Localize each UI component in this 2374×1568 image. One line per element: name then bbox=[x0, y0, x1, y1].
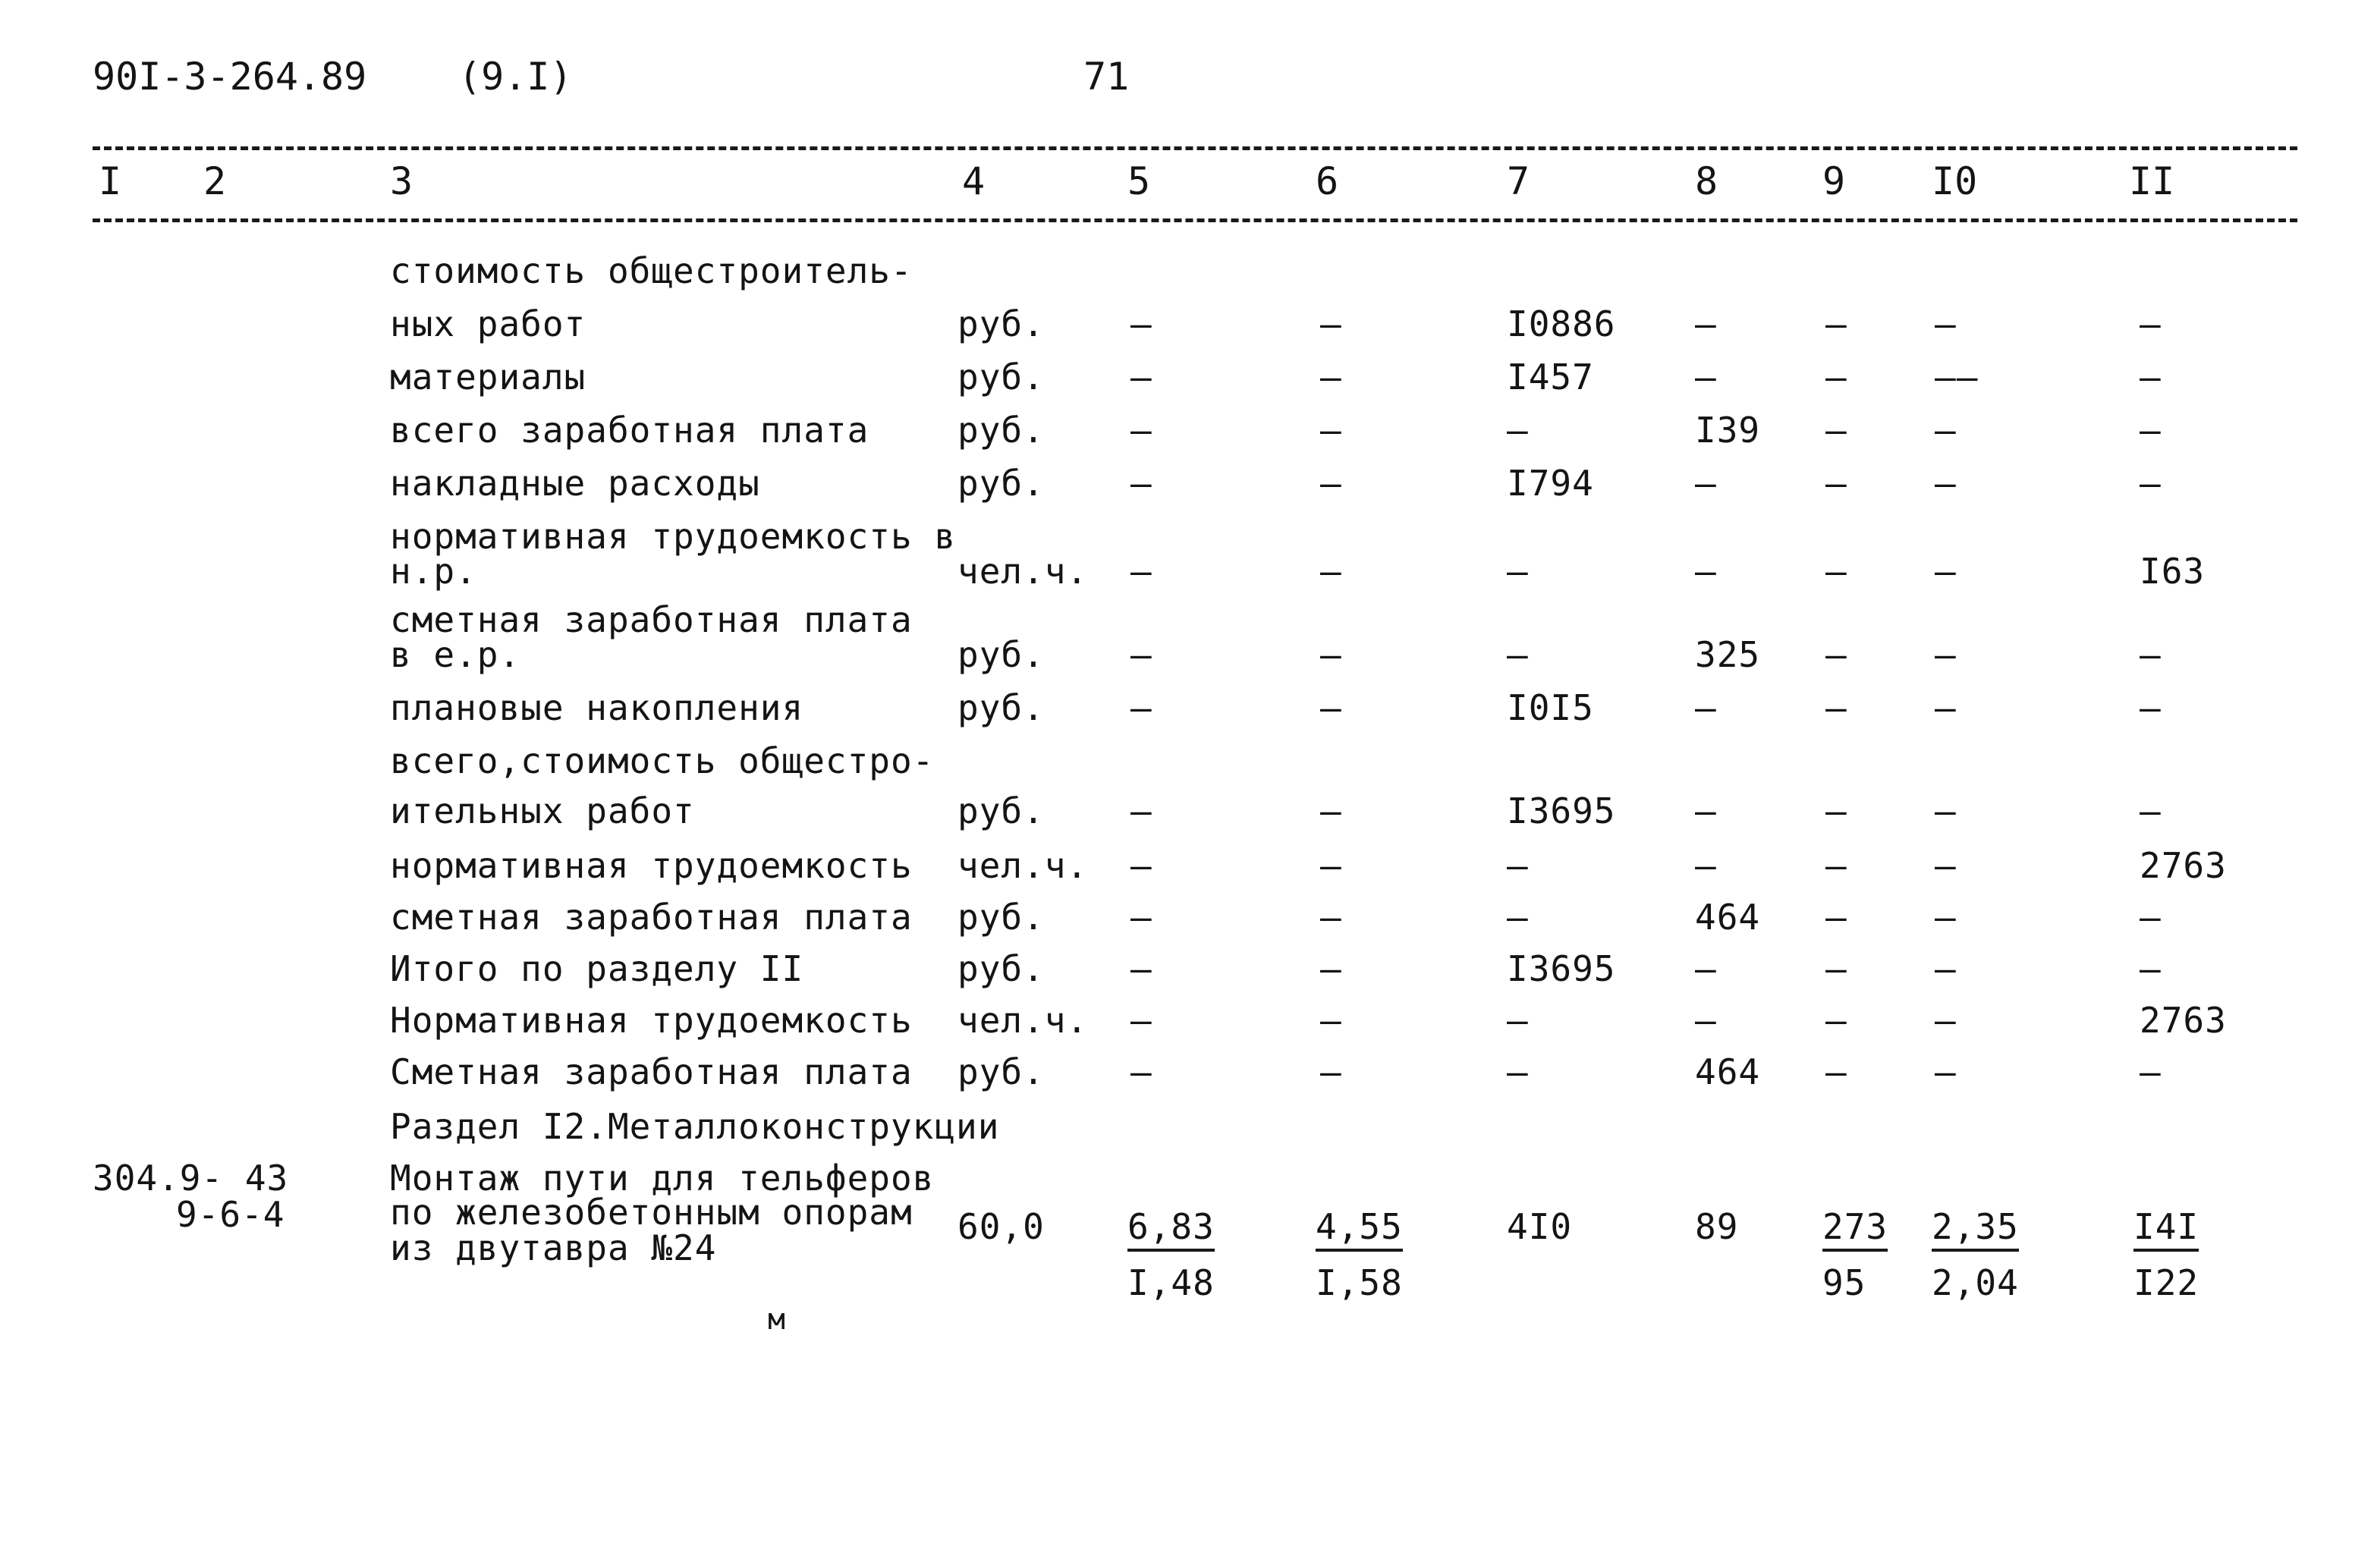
row-cell-c10: – bbox=[1935, 687, 1957, 728]
row-cell-unit: руб. bbox=[957, 410, 1045, 451]
row-cell-c6: – bbox=[1320, 948, 1342, 989]
item-col10-top: 2,35 bbox=[1932, 1209, 2019, 1252]
row-label: Сметная заработная плата bbox=[390, 1051, 913, 1092]
row-cell-c5: – bbox=[1130, 551, 1152, 592]
column-header-11: II bbox=[2129, 159, 2175, 203]
column-header-7: 7 bbox=[1507, 159, 1530, 203]
row-cell-c8: 464 bbox=[1695, 1051, 1761, 1092]
row-cell-c7: I794 bbox=[1507, 463, 1594, 504]
row-label: материалы bbox=[390, 357, 586, 397]
row-cell-c10: – bbox=[1935, 463, 1957, 504]
section-title: Раздел I2.Металлоконструкции bbox=[390, 1106, 1000, 1147]
row-cell-c11: – bbox=[2140, 410, 2162, 451]
row-cell-unit: руб. bbox=[957, 897, 1045, 938]
row-cell-c7: – bbox=[1507, 551, 1529, 592]
row-cell-c9: – bbox=[1825, 897, 1847, 938]
row-label: ных работ bbox=[390, 303, 586, 344]
row-cell-c6: – bbox=[1320, 410, 1342, 451]
row-label: сметная заработная плата bbox=[390, 599, 913, 640]
row-cell-c9: – bbox=[1825, 790, 1847, 831]
row-cell-c7: – bbox=[1507, 845, 1529, 886]
row-cell-c6: – bbox=[1320, 551, 1342, 592]
item-col6-top: 4,55 bbox=[1316, 1209, 1403, 1252]
item-description-line3: из двутавра №24 bbox=[390, 1227, 717, 1268]
row-cell-c11: – bbox=[2140, 634, 2162, 675]
row-cell-c8: – bbox=[1695, 357, 1717, 397]
row-cell-c6: – bbox=[1320, 1000, 1342, 1041]
row-cell-c7: I3695 bbox=[1507, 948, 1616, 989]
row-cell-c5: – bbox=[1130, 303, 1152, 344]
row-cell-c10: – bbox=[1935, 845, 1957, 886]
row-label: стоимость общестроитель- bbox=[390, 250, 913, 291]
item-col10-bottom: 2,04 bbox=[1932, 1262, 2019, 1303]
column-header-5: 5 bbox=[1127, 159, 1151, 203]
row-cell-c9: – bbox=[1825, 357, 1847, 397]
row-cell-c10: – bbox=[1935, 410, 1957, 451]
row-cell-c11: 2763 bbox=[2140, 845, 2227, 886]
row-label: всего заработная плата bbox=[390, 410, 869, 451]
row-cell-c9: – bbox=[1825, 634, 1847, 675]
row-cell-c9: – bbox=[1825, 948, 1847, 989]
row-cell-c7: – bbox=[1507, 1000, 1529, 1041]
row-cell-c5: – bbox=[1130, 790, 1152, 831]
item-col5-bottom: I,48 bbox=[1127, 1262, 1215, 1303]
row-cell-c11: – bbox=[2140, 897, 2162, 938]
item-col9-top: 273 bbox=[1822, 1209, 1888, 1252]
row-cell-c8: – bbox=[1695, 790, 1717, 831]
row-cell-c8: 325 bbox=[1695, 634, 1761, 675]
row-cell-c7: – bbox=[1507, 634, 1529, 675]
row-cell-c7: I457 bbox=[1507, 357, 1594, 397]
row-cell-c5: – bbox=[1130, 634, 1152, 675]
row-cell-c11: – bbox=[2140, 948, 2162, 989]
column-header-4: 4 bbox=[962, 159, 986, 203]
item-col9-bottom: 95 bbox=[1822, 1262, 1866, 1303]
row-cell-c11: I63 bbox=[2140, 551, 2206, 592]
row-cell-c6: – bbox=[1320, 463, 1342, 504]
row-cell-c6: – bbox=[1320, 634, 1342, 675]
column-header-3: 3 bbox=[390, 159, 413, 203]
column-header-1: I bbox=[99, 159, 122, 203]
row-cell-c6: – bbox=[1320, 1051, 1342, 1092]
row-cell-c5: – bbox=[1130, 410, 1152, 451]
row-cell-c7: I0I5 bbox=[1507, 687, 1594, 728]
row-cell-c5: – bbox=[1130, 845, 1152, 886]
row-cell-c10: – bbox=[1935, 948, 1957, 989]
column-header-10: I0 bbox=[1932, 159, 1978, 203]
row-cell-c8: – bbox=[1695, 687, 1717, 728]
row-cell-c9: – bbox=[1825, 1051, 1847, 1092]
row-cell-c11: – bbox=[2140, 687, 2162, 728]
column-header-2: 2 bbox=[203, 159, 227, 203]
row-cell-c7: I0886 bbox=[1507, 303, 1616, 344]
row-label: нормативная трудоемкость в bbox=[390, 516, 957, 557]
row-cell-c9: – bbox=[1825, 687, 1847, 728]
row-cell-unit: руб. bbox=[957, 303, 1045, 344]
row-cell-c8: – bbox=[1695, 551, 1717, 592]
row-cell-c5: – bbox=[1130, 357, 1152, 397]
item-unit: м bbox=[768, 1302, 786, 1336]
row-cell-unit: руб. bbox=[957, 1051, 1045, 1092]
row-cell-unit: чел.ч. bbox=[957, 1000, 1089, 1041]
row-cell-c6: – bbox=[1320, 897, 1342, 938]
row-cell-c10: – bbox=[1935, 1051, 1957, 1092]
row-label: сметная заработная плата bbox=[390, 897, 913, 938]
row-label-continued: н.р. bbox=[390, 551, 477, 592]
item-code-line1: 304.9- 43 bbox=[93, 1158, 289, 1199]
row-cell-unit: руб. bbox=[957, 463, 1045, 504]
row-cell-c5: – bbox=[1130, 1000, 1152, 1041]
row-cell-unit: чел.ч. bbox=[957, 845, 1089, 886]
row-cell-c11: – bbox=[2140, 357, 2162, 397]
row-cell-c9: – bbox=[1825, 1000, 1847, 1041]
row-cell-c9: – bbox=[1825, 303, 1847, 344]
column-header-6: 6 bbox=[1316, 159, 1339, 203]
row-cell-c10: – bbox=[1935, 1000, 1957, 1041]
row-cell-c8: – bbox=[1695, 1000, 1717, 1041]
row-cell-c8: – bbox=[1695, 948, 1717, 989]
row-cell-c6: – bbox=[1320, 687, 1342, 728]
item-col5-top: 6,83 bbox=[1127, 1209, 1215, 1252]
row-cell-c8: I39 bbox=[1695, 410, 1761, 451]
row-cell-c8: – bbox=[1695, 845, 1717, 886]
row-cell-c7: – bbox=[1507, 1051, 1529, 1092]
row-cell-c10: – bbox=[1935, 551, 1957, 592]
row-label: плановые накопления bbox=[390, 687, 804, 728]
item-col11-bottom: I22 bbox=[2133, 1262, 2199, 1303]
row-cell-c5: – bbox=[1130, 463, 1152, 504]
row-cell-c5: – bbox=[1130, 897, 1152, 938]
row-cell-c9: – bbox=[1825, 551, 1847, 592]
row-cell-unit: руб. bbox=[957, 357, 1045, 397]
row-cell-c6: – bbox=[1320, 357, 1342, 397]
row-cell-c7: I3695 bbox=[1507, 790, 1616, 831]
row-label: Нормативная трудоемкость bbox=[390, 1000, 913, 1041]
row-cell-c11: – bbox=[2140, 303, 2162, 344]
row-label: ительных работ bbox=[390, 790, 695, 831]
row-cell-unit: руб. bbox=[957, 687, 1045, 728]
row-cell-unit: руб. bbox=[957, 634, 1045, 675]
row-label: нормативная трудоемкость bbox=[390, 845, 913, 886]
section-number: (9.I) bbox=[458, 55, 573, 99]
row-label-continued: в е.р. bbox=[390, 634, 521, 675]
item-code-line2: 9-6-4 bbox=[176, 1194, 285, 1235]
row-label: Итого по разделу II bbox=[390, 948, 804, 989]
row-label: накладные расходы bbox=[390, 463, 760, 504]
row-cell-c9: – bbox=[1825, 845, 1847, 886]
row-cell-c8: – bbox=[1695, 303, 1717, 344]
item-description-line2: по железобетонным опорам bbox=[390, 1192, 913, 1233]
row-cell-c6: – bbox=[1320, 303, 1342, 344]
row-cell-c11: – bbox=[2140, 1051, 2162, 1092]
row-cell-c7: – bbox=[1507, 410, 1529, 451]
row-cell-c8: 464 bbox=[1695, 897, 1761, 938]
row-cell-c8: – bbox=[1695, 463, 1717, 504]
row-label: всего,стоимость общестро- bbox=[390, 740, 935, 781]
row-cell-c6: – bbox=[1320, 790, 1342, 831]
document-code: 90I-3-264.89 bbox=[93, 55, 367, 99]
header-top-rule bbox=[93, 146, 2297, 150]
item-col6-bottom: I,58 bbox=[1316, 1262, 1403, 1303]
row-cell-c9: – bbox=[1825, 463, 1847, 504]
row-cell-c5: – bbox=[1130, 948, 1152, 989]
row-cell-c10: – bbox=[1935, 303, 1957, 344]
row-cell-c10: –– bbox=[1935, 357, 1979, 397]
column-header-9: 9 bbox=[1822, 159, 1846, 203]
row-cell-unit: чел.ч. bbox=[957, 551, 1089, 592]
item-description-line1: Монтаж пути для тельферов bbox=[390, 1158, 935, 1199]
row-cell-unit: руб. bbox=[957, 790, 1045, 831]
row-cell-c7: – bbox=[1507, 897, 1529, 938]
column-header-8: 8 bbox=[1695, 159, 1718, 203]
row-cell-c11: – bbox=[2140, 463, 2162, 504]
page-number: 71 bbox=[1083, 55, 1130, 99]
row-cell-c5: – bbox=[1130, 687, 1152, 728]
item-quantity: 60,0 bbox=[957, 1206, 1045, 1247]
row-cell-c10: – bbox=[1935, 897, 1957, 938]
item-col8: 89 bbox=[1695, 1206, 1739, 1247]
row-cell-c9: – bbox=[1825, 410, 1847, 451]
row-cell-c10: – bbox=[1935, 790, 1957, 831]
row-cell-c10: – bbox=[1935, 634, 1957, 675]
item-col11-top: I4I bbox=[2133, 1209, 2199, 1252]
row-cell-c6: – bbox=[1320, 845, 1342, 886]
row-cell-c5: – bbox=[1130, 1051, 1152, 1092]
row-cell-c11: – bbox=[2140, 790, 2162, 831]
header-bottom-rule bbox=[93, 218, 2297, 222]
item-col7: 4I0 bbox=[1507, 1206, 1573, 1247]
row-cell-unit: руб. bbox=[957, 948, 1045, 989]
row-cell-c11: 2763 bbox=[2140, 1000, 2227, 1041]
